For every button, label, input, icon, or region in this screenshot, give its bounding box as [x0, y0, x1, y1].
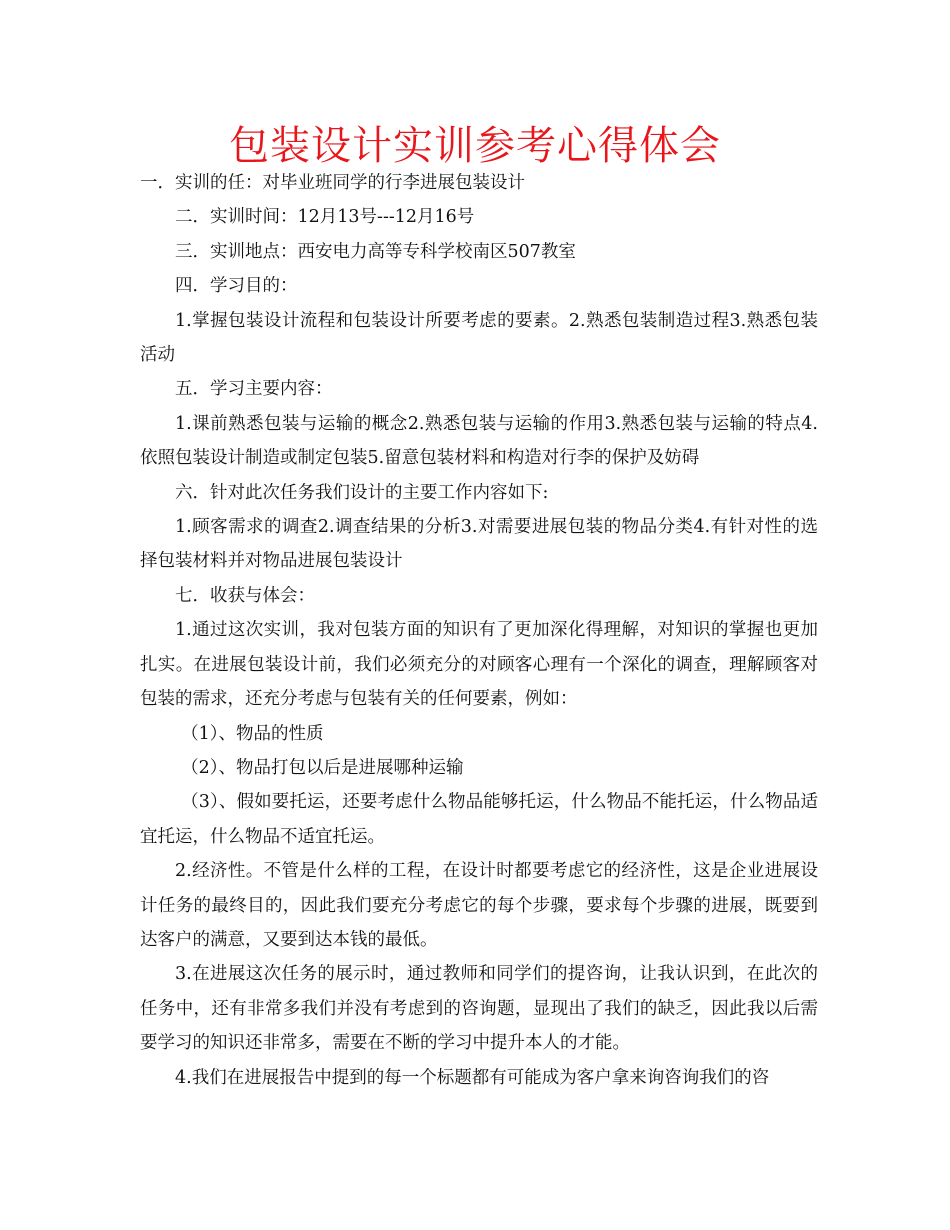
gains-subpoint-1: （1）、物品的性质 — [181, 723, 324, 744]
gains-point-1: 1.通过这次实训，我对包装方面的知识有了更加深化得理解，对知识的掌握也更加扎实。在进展包装设计前，我们必须充分的对顾客心理有一个深化的调查，理解顾客对包装的需求，还充分考虑与包装有关的任何要素，例如： — [140, 620, 818, 710]
section-purpose-heading: 四．学习目的： — [175, 276, 298, 297]
section-content-heading: 五．学习主要内容： — [175, 379, 333, 400]
document-body — [140, 166, 818, 1095]
section-work-body: 1.顾客需求的调查2.调查结果的分析3.对需要进展包装的物品分类4.有针对性的选择包装材料并对物品进展包装设计 — [140, 517, 818, 572]
section-task: 一．实训的任：对毕业班同学的行李进展包装设计 — [140, 173, 525, 193]
section-purpose-body: 1.掌握包装设计流程和包装设计所要考虑的要素。2.熟悉包装制造过程3.熟悉包装活动 — [140, 310, 818, 366]
section-location: 三．实训地点：西安电力高等专科学校南区507教室 — [175, 241, 576, 262]
section-time: 二．实训时间：12月13号---12月16号 — [175, 207, 475, 228]
section-work-heading: 六．针对此次任务我们设计的主要工作内容如下: — [175, 482, 549, 503]
gains-point-3: 3.在进展这次任务的展示时，通过教师和同学们的提咨询，让我认识到，在此次的任务中，还有非常多我们并没有考虑到的咨询题，显现出了我们的缺乏，因此我以后需要学习的知识还非常多，需要在不断的学习中提升本人的才能。 — [140, 964, 818, 1054]
section-content-body: 1.课前熟悉包装与运输的概念2.熟悉包装与运输的作用3.熟悉包装与运输的特点4.依照包装设计制造或制定包装5.留意包装材料和构造对行李的保护及妨碍 — [140, 413, 818, 469]
document-title: 包装设计实训参考心得体会 — [229, 123, 721, 169]
gains-point-2: 2.经济性。不管是什么样的工程，在设计时都要考虑它的经济性，这是企业进展设计任务的最终目的，因此我们要充分考虑它的每个步骤，要求每个步骤的进展，既要到达客户的满意，又要到达本钱的最低。 — [140, 861, 818, 950]
section-gains-heading: 七．收获与体会： — [175, 585, 315, 606]
gains-point-4: 4.我们在进展报告中提到的每一个标题都有可能成为客户拿来询咨询我们的咨 — [175, 1067, 770, 1088]
gains-subpoint-3: （3）、假如要托运，还要考虑什么物品能够托运，什么物品不能托运，什么物品适宜托运，什么物品不适宜托运。 — [140, 792, 818, 847]
gains-subpoint-2: （2）、物品打包以后是进展哪种运输 — [181, 757, 464, 778]
